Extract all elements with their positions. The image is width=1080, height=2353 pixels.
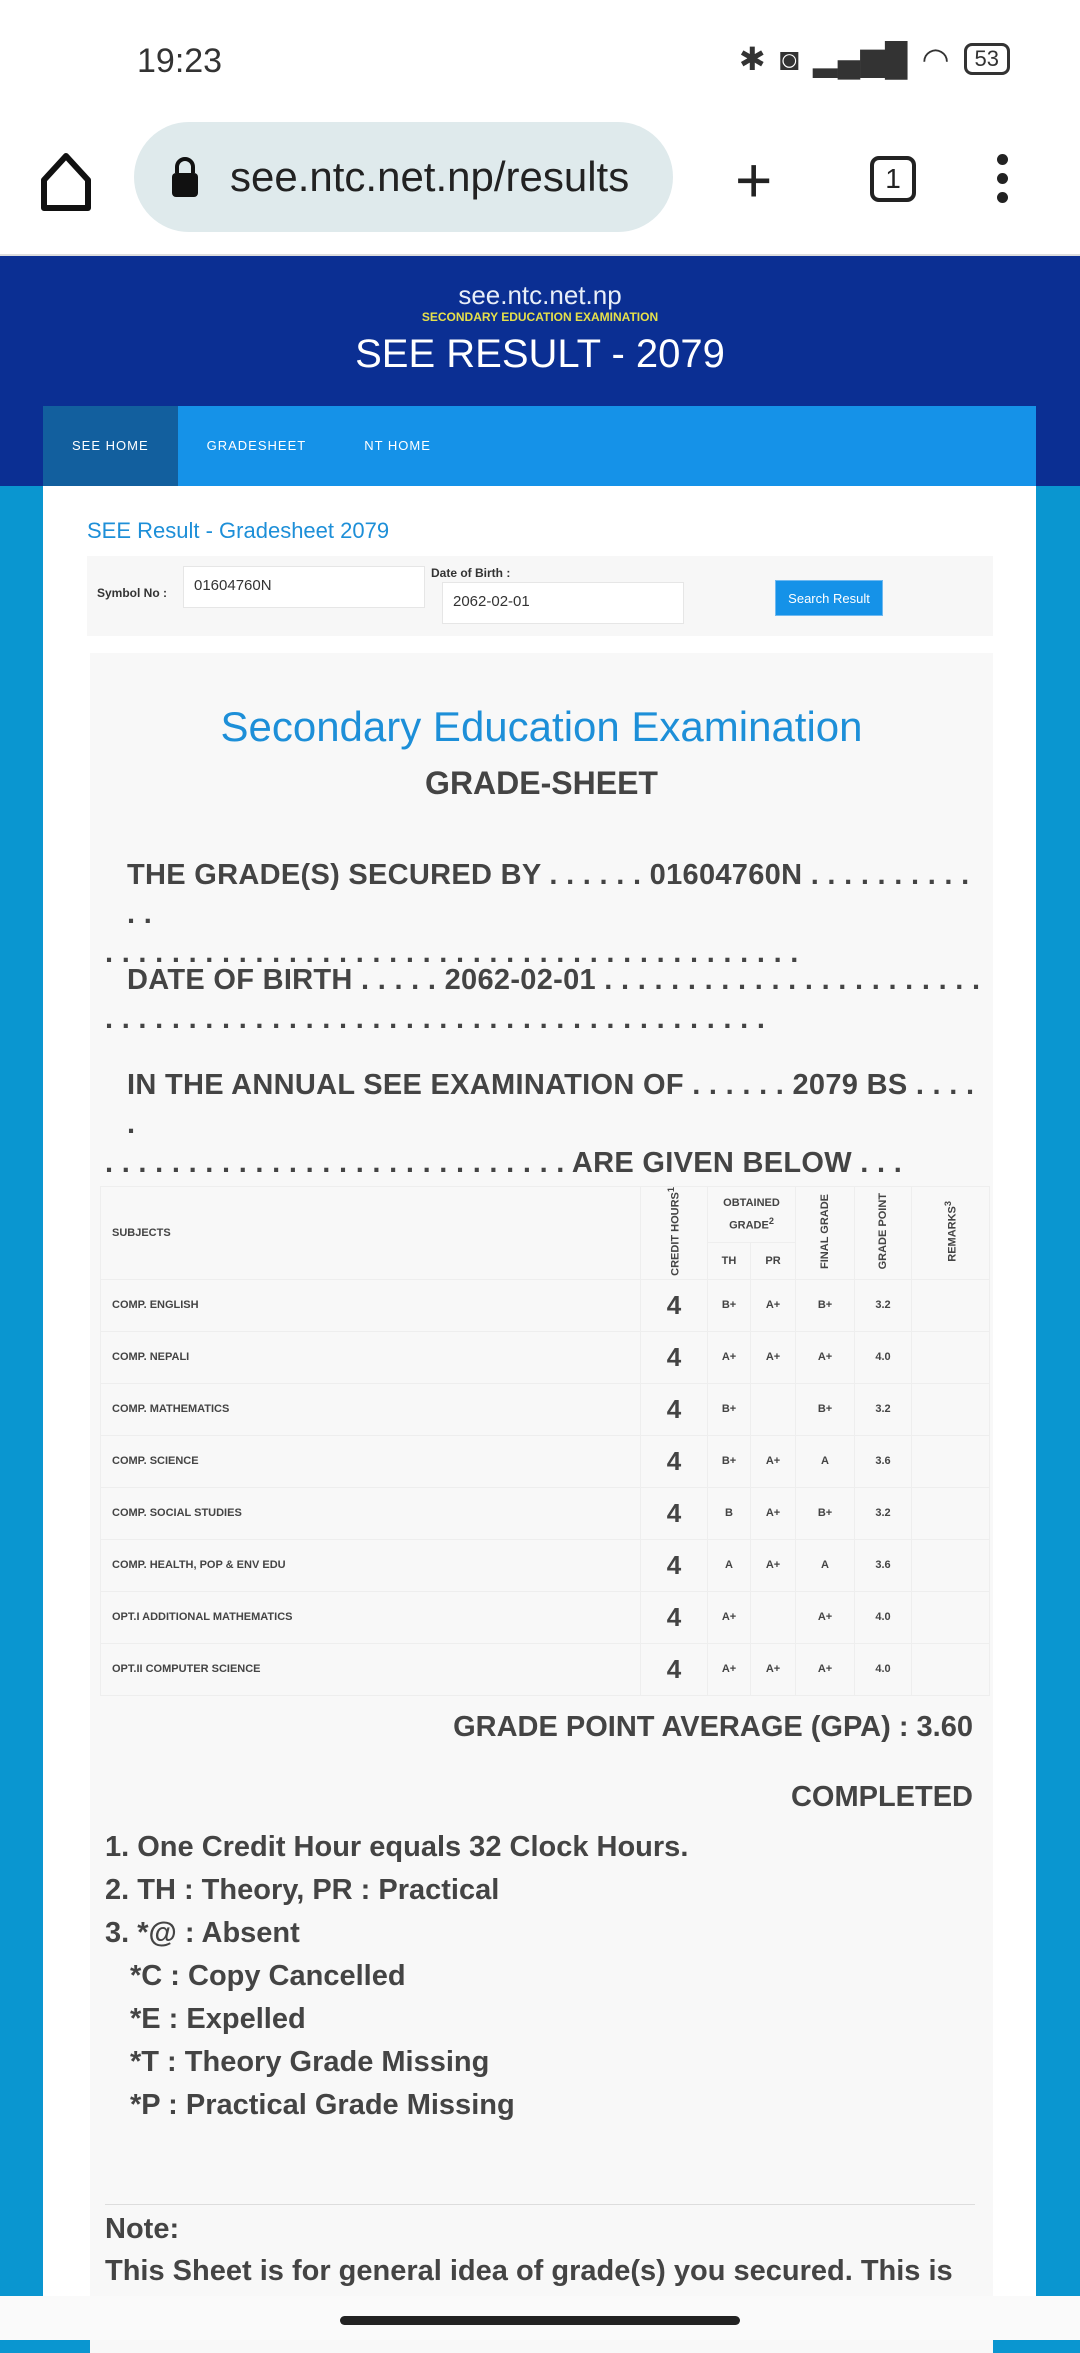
cell-point: 3.2 [855,1487,912,1539]
cell-pr [751,1383,796,1435]
credit-label: CREDIT HOURS [669,1192,682,1276]
cell-credit: 4 [641,1539,708,1591]
gradesheet [90,653,993,2353]
cell-remarks [912,1643,990,1695]
table-row [101,1643,990,1695]
cell-final: B+ [796,1487,855,1539]
exam-of [105,1066,985,1183]
date-of-birth [105,961,985,1039]
new-tab-icon[interactable]: + [735,144,773,216]
cell-pr: A+ [751,1487,796,1539]
cell-point: 3.2 [855,1279,912,1331]
dob-input[interactable]: 2062-02-01 [442,582,684,624]
note-text: This Sheet is for general idea of grade(s) you secured. This is [105,2255,953,2287]
cell-final: A+ [796,1331,855,1383]
footnote: *P : Practical Grade Missing [130,2089,515,2121]
cell-th: A+ [708,1591,751,1643]
footnote: *C : Copy Cancelled [130,1960,406,1992]
cell-point: 4.0 [855,1591,912,1643]
sheet-heading: Secondary Education Examination [220,703,863,750]
table-row [101,1331,990,1383]
cell-remarks [912,1383,990,1435]
cell-pr: A+ [751,1279,796,1331]
status-bar [0,0,1080,110]
home-icon[interactable] [40,152,92,212]
cell-th: A+ [708,1643,751,1695]
nav-nt-home[interactable]: NT HOME [364,438,431,453]
cell-pr: A+ [751,1643,796,1695]
cell-credit: 4 [641,1331,708,1383]
obtained-sup: 2 [768,1216,774,1227]
site-title: SEE RESULT - 2079 [355,332,725,376]
status-icons [739,40,1010,78]
cell-remarks [912,1279,990,1331]
symbol-input[interactable]: 01604760N [183,566,425,608]
gesture-handle[interactable] [340,2316,740,2325]
secured-by [105,856,985,973]
divider [105,2204,975,2205]
remarks-label: REMARKS [946,1206,959,1262]
cell-credit: 4 [641,1487,708,1539]
credit-sup: 1 [666,1187,677,1193]
col-subjects: SUBJECTS [101,1187,641,1280]
cell-subject: OPT.II COMPUTER SCIENCE [101,1643,641,1695]
cell-point: 3.2 [855,1383,912,1435]
clock: 19:23 [137,42,223,80]
cell-credit: 4 [641,1435,708,1487]
cell-th: B+ [708,1383,751,1435]
cell-pr [751,1591,796,1643]
cell-remarks [912,1435,990,1487]
table-row [101,1539,990,1591]
cell-remarks [912,1331,990,1383]
cell-point: 4.0 [855,1331,912,1383]
lock-icon [170,157,200,197]
col-point [855,1187,912,1280]
cell-th: A+ [708,1331,751,1383]
note-title: Note: [105,2213,180,2245]
obtained-label: OBTAINED GRADE [723,1197,780,1232]
more-menu-icon[interactable] [990,154,1014,214]
cell-th: B+ [708,1279,751,1331]
cell-th: B+ [708,1435,751,1487]
cell-subject: COMP. SCIENCE [101,1435,641,1487]
content-container [43,486,1036,2340]
cell-th: A [708,1539,751,1591]
cell-point: 3.6 [855,1539,912,1591]
cell-subject: COMP. HEALTH, POP & ENV EDU [101,1539,641,1591]
table-row [101,1591,990,1643]
sheet-subheading: GRADE-SHEET [425,765,658,801]
search-form [87,556,993,636]
cell-final: A [796,1539,855,1591]
cell-subject: COMP. SOCIAL STUDIES [101,1487,641,1539]
system-nav-bar [0,2296,1080,2340]
cell-credit: 4 [641,1591,708,1643]
footnote: 3. *@ : Absent [105,1917,300,1949]
secured-line: THE GRADE(S) SECURED BY . . . . . . 01604760N . . . . . . . . . . . . [127,859,970,930]
search-result-button[interactable]: Search Result [775,580,883,616]
cell-final: B+ [796,1383,855,1435]
cell-final: A+ [796,1591,855,1643]
battery-icon: 53 [964,43,1010,75]
col-obtained [708,1187,796,1243]
cell-final: A [796,1435,855,1487]
footnote: 2. TH : Theory, PR : Practical [105,1874,500,1906]
symbol-label: Symbol No : [97,586,168,600]
footnote: 1. One Credit Hour equals 32 Clock Hours. [105,1831,689,1863]
point-label: GRADE POINT [877,1193,889,1270]
footnote: *E : Expelled [130,2003,306,2035]
table-row [101,1435,990,1487]
cell-pr: A+ [751,1539,796,1591]
result-status: COMPLETED [790,1781,973,1813]
col-pr: PR [751,1243,796,1280]
cell-remarks [912,1487,990,1539]
browser-toolbar [0,110,1080,256]
dob-line-cont: . . . . . . . . . . . . . . . . . . . . . . . . . . . . . . . . . . . . . . . . [105,1003,766,1035]
nav-see-home[interactable]: SEE HOME [43,406,178,486]
site-subtitle: SECONDARY EDUCATION EXAMINATION [421,310,659,324]
cell-credit: 4 [641,1643,708,1695]
cell-pr: A+ [751,1435,796,1487]
wifi-icon: ◠ [921,41,950,77]
cell-point: 3.6 [855,1435,912,1487]
dob-line: DATE OF BIRTH . . . . . 2062-02-01 . . . . . . . . . . . . . . . . . . . . . . . [127,964,981,996]
cell-credit: 4 [641,1383,708,1435]
exam-line-cont: . . . . . . . . . . . . . . . . . . . . . . . . . . . . ARE GIVEN BELOW . . . [105,1147,903,1179]
cell-subject: COMP. NEPALI [101,1331,641,1383]
secured-line-cont: . . . . . . . . . . . . . . . . . . . . . . . . . . . . . . . . . . . . . . . . . . [105,937,799,969]
cell-final: A+ [796,1643,855,1695]
cell-subject: OPT.I ADDITIONAL MATHEMATICS [101,1591,641,1643]
cell-credit: 4 [641,1279,708,1331]
cell-th: B [708,1487,751,1539]
page-title: SEE Result - Gradesheet 2079 [87,518,390,543]
main-nav [43,406,1036,486]
bluetooth-icon: ✱ [738,41,766,77]
site-name: see.ntc.net.np [458,280,622,310]
footnote: *T : Theory Grade Missing [130,2046,490,2078]
col-th: TH [708,1243,751,1280]
table-row [101,1279,990,1331]
address-bar[interactable] [134,122,673,232]
col-remarks [912,1187,990,1280]
table-row [101,1487,990,1539]
gpa: GRADE POINT AVERAGE (GPA) : 3.60 [453,1711,973,1743]
vibrate-icon: ◙ [779,40,800,77]
cell-subject: COMP. ENGLISH [101,1279,641,1331]
dob-label: Date of Birth : [431,566,511,580]
url-text: see.ntc.net.np/results [230,153,630,200]
tab-switcher-button[interactable]: 1 [870,156,916,202]
cell-remarks [912,1591,990,1643]
cell-point: 4.0 [855,1643,912,1695]
grades-table [100,1186,990,1696]
cell-final: B+ [796,1279,855,1331]
cell-remarks [912,1539,990,1591]
remarks-sup: 3 [942,1201,953,1207]
col-credit [641,1187,708,1280]
cell-subject: COMP. MATHEMATICS [101,1383,641,1435]
signal-icon: ▂▄▆█ [813,41,908,77]
col-final [796,1187,855,1280]
table-row [101,1383,990,1435]
nav-gradesheet[interactable]: GRADESHEET [206,438,307,453]
exam-line: IN THE ANNUAL SEE EXAMINATION OF . . . . . . 2079 BS . . . . . [127,1069,975,1140]
final-label: FINAL GRADE [819,1193,831,1269]
cell-pr: A+ [751,1331,796,1383]
